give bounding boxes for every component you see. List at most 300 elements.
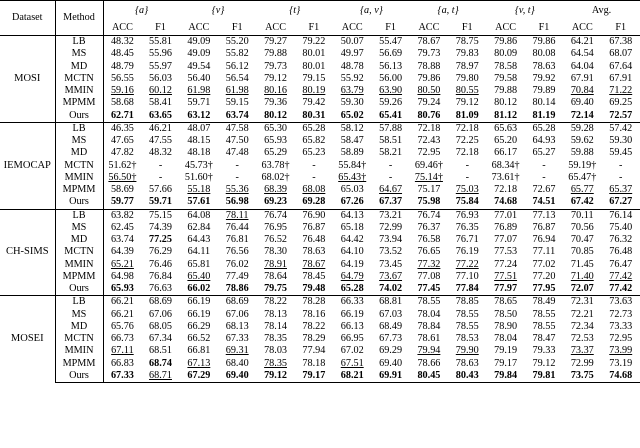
value-cell: 70.47	[570, 234, 594, 246]
value-cell: 66.21	[103, 296, 141, 309]
value-cell: 65.77	[570, 184, 594, 196]
value-cell: 68.07	[609, 48, 633, 60]
method-header: Method	[55, 1, 103, 36]
table-header	[0, 1, 640, 36]
value-cell: 75.15	[141, 209, 179, 222]
value-cell: 76.74	[256, 209, 294, 222]
value-cell: 77.51	[494, 270, 518, 282]
value-cell: 49.97	[340, 48, 364, 60]
value-cell: 76.63	[149, 283, 172, 295]
value-cell: 78.90	[494, 320, 518, 332]
value-cell: 79.83	[455, 48, 479, 60]
value-cell: 80.12	[494, 97, 518, 109]
value-cell: 76.58	[417, 234, 441, 246]
value-cell: 77.42	[609, 283, 633, 295]
value-cell: 79.15	[302, 72, 326, 84]
value-cell: 69.91	[371, 370, 409, 383]
value-cell: 68.51	[149, 345, 172, 357]
value-cell: 62.71	[110, 109, 134, 121]
value-cell: 69.40	[570, 97, 594, 109]
value-cell: 79.86	[417, 72, 441, 84]
dataset-label: MOSI	[0, 36, 55, 123]
value-cell: 77.08	[417, 270, 441, 282]
value-cell: 66.29	[187, 320, 211, 332]
value-cell: 77.42	[609, 270, 633, 282]
value-cell: 58.51	[379, 135, 403, 147]
value-cell: 57.66	[149, 184, 172, 196]
value-cell: 49.09	[187, 36, 211, 48]
dataset-header: Dataset	[0, 1, 55, 36]
value-cell: 55.20	[225, 36, 249, 48]
value-cell: 75.17	[417, 184, 441, 196]
value-cell: 79.89	[532, 85, 556, 97]
value-cell: 65.47†	[568, 171, 597, 183]
value-cell: 65.93	[264, 135, 287, 147]
value-cell: 67.33	[103, 370, 141, 383]
value-cell: 78.04	[494, 333, 518, 345]
value-cell: 72.31	[563, 296, 601, 309]
value-cell: 72.18	[494, 184, 518, 196]
method-label: MCTN	[55, 160, 103, 172]
value-cell: 70.84	[570, 85, 594, 97]
value-cell: 72.57	[609, 109, 633, 121]
table-row	[0, 135, 640, 147]
value-cell: 78.85	[448, 296, 486, 309]
value-cell: 78.84	[417, 320, 441, 332]
value-cell: 72.95	[417, 147, 441, 159]
value-cell: 79.17	[494, 357, 518, 369]
table-row	[0, 358, 640, 370]
value-cell: 69.46†	[414, 159, 443, 171]
value-cell: 75.98	[417, 196, 441, 208]
metric-header: ACC	[180, 21, 218, 36]
value-cell: 78.14	[264, 320, 287, 332]
table-row	[0, 271, 640, 283]
value-cell: 81.09	[455, 109, 479, 121]
value-cell: 80.16	[264, 85, 287, 97]
value-cell: 70.11	[563, 209, 601, 222]
value-cell: 65.02	[340, 109, 364, 121]
metric-header: ACC	[103, 21, 141, 36]
value-cell: 78.63	[532, 60, 556, 72]
value-cell: 76.46	[149, 258, 172, 270]
value-cell: 80.55	[455, 85, 479, 97]
value-cell: 63.78†	[261, 159, 290, 171]
value-cell: 78.97	[455, 60, 479, 72]
value-cell: 58.69	[110, 184, 134, 196]
value-cell: 58.68	[110, 97, 134, 109]
value-cell: 72.18	[448, 122, 486, 135]
value-cell: 59.26	[379, 97, 403, 109]
value-cell: 78.66	[417, 357, 441, 369]
value-cell: 80.19	[302, 85, 326, 97]
value-cell: -	[235, 159, 239, 171]
value-cell: 64.42	[340, 234, 364, 246]
value-cell: 78.16	[302, 308, 326, 320]
dataset-label: MOSEI	[0, 296, 55, 383]
value-cell: 75.03	[455, 184, 479, 196]
value-cell: 73.37	[570, 345, 594, 357]
value-cell: 65.81	[187, 258, 211, 270]
value-cell: 78.58	[494, 60, 518, 72]
value-cell: 64.67	[379, 184, 403, 196]
value-cell: 65.23	[302, 147, 326, 159]
value-cell: 76.48	[609, 246, 633, 258]
value-cell: 66.19	[180, 296, 218, 309]
value-cell: 56.12	[225, 60, 249, 72]
value-cell: 58.41	[149, 97, 172, 109]
value-cell: 47.55	[149, 135, 172, 147]
table-row	[0, 321, 640, 333]
value-cell: 72.67	[532, 184, 556, 196]
value-cell: 56.50†	[108, 171, 137, 183]
value-cell: 72.43	[417, 135, 441, 147]
value-cell: 64.11	[187, 246, 211, 258]
method-label: MS	[55, 48, 103, 60]
value-cell: 74.39	[149, 221, 172, 233]
value-cell: 77.94	[302, 345, 326, 357]
value-cell: 69.40	[218, 370, 256, 383]
value-cell: 66.33	[333, 296, 371, 309]
value-cell: 67.38	[609, 36, 633, 48]
value-cell: 81.19	[532, 109, 556, 121]
value-cell: 77.22	[455, 258, 479, 270]
group-header: {a}	[103, 1, 180, 22]
method-label: MMIN	[55, 345, 103, 357]
value-cell: 56.98	[225, 196, 249, 208]
value-cell: 55.18	[187, 184, 211, 196]
table-row	[0, 370, 640, 383]
value-cell: 79.42	[302, 97, 326, 109]
value-cell: 67.42	[570, 196, 594, 208]
header-group-row	[0, 1, 640, 22]
value-cell: 65.20	[494, 135, 518, 147]
value-cell: 48.07	[180, 122, 218, 135]
value-cell: 79.33	[532, 345, 556, 357]
value-cell: 76.02	[225, 258, 249, 270]
metric-header: ACC	[486, 21, 524, 36]
value-cell: 67.02	[340, 345, 364, 357]
value-cell: 55.92	[340, 72, 364, 84]
method-label: MCTN	[55, 333, 103, 345]
value-cell: 77.95	[532, 283, 556, 295]
value-cell: 66.17	[494, 147, 518, 159]
method-label: Ours	[55, 283, 103, 296]
value-cell: 64.19	[340, 258, 364, 270]
value-cell: 55.81	[149, 36, 172, 48]
method-label: LB	[55, 122, 103, 135]
value-cell: 67.27	[609, 196, 633, 208]
value-cell: 79.27	[264, 36, 287, 48]
value-cell: 76.48	[302, 234, 326, 246]
value-cell: 65.28	[525, 122, 563, 135]
value-cell: 79.73	[264, 60, 287, 72]
value-cell: 78.63	[455, 357, 479, 369]
value-cell: 73.61†	[491, 171, 520, 183]
value-cell: 60.12	[149, 85, 172, 97]
table-row	[0, 73, 640, 85]
value-cell: 67.11	[111, 345, 134, 357]
value-cell: 78.55	[455, 308, 479, 320]
value-cell: 47.50	[225, 135, 249, 147]
value-cell: -	[158, 171, 163, 183]
value-cell: 55.97	[149, 60, 172, 72]
value-cell: 78.35	[264, 357, 287, 369]
value-cell: 75.14†	[414, 171, 443, 183]
value-cell: 81.12	[494, 109, 518, 121]
value-cell: 76.89	[494, 221, 518, 233]
method-label: MCTN	[55, 246, 103, 258]
metric-header: ACC	[333, 21, 371, 36]
value-cell: 76.32	[609, 234, 633, 246]
value-cell: 80.45	[410, 370, 448, 383]
method-label: MCTN	[55, 73, 103, 85]
value-cell: 78.18	[302, 357, 326, 369]
table-row	[0, 110, 640, 123]
value-cell: 69.40	[379, 357, 403, 369]
value-cell: 79.90	[455, 345, 479, 357]
value-cell: 68.71	[141, 370, 179, 383]
value-cell: 76.84	[149, 270, 172, 282]
value-cell: 80.08	[532, 48, 556, 60]
value-cell: 67.73	[379, 333, 403, 345]
value-cell: 67.91	[570, 72, 594, 84]
value-cell: 67.51	[340, 357, 364, 369]
value-cell: 72.18	[410, 122, 448, 135]
value-cell: 77.45	[417, 283, 441, 295]
value-cell: 76.47	[609, 258, 633, 270]
value-cell: 78.86	[225, 283, 249, 295]
value-cell: 65.30	[256, 122, 294, 135]
value-cell: 69.31	[225, 345, 249, 357]
value-cell: 58.21	[379, 147, 403, 159]
value-cell: 69.28	[302, 196, 326, 208]
value-cell: 80.31	[302, 109, 326, 121]
value-cell: 56.03	[149, 72, 172, 84]
value-cell: 76.14	[601, 209, 640, 222]
value-cell: 80.12	[264, 109, 287, 121]
value-cell: 76.52	[264, 234, 287, 246]
value-cell: 77.07	[494, 234, 518, 246]
value-cell: 65.93	[110, 283, 134, 295]
value-cell: -	[158, 159, 163, 171]
value-cell: 65.63	[486, 122, 524, 135]
value-cell: 79.12	[256, 370, 294, 383]
value-cell: 64.98	[110, 270, 134, 282]
value-cell: 66.52	[187, 333, 211, 345]
value-cell: 47.48	[225, 147, 249, 159]
value-cell: 48.32	[149, 147, 172, 159]
value-cell: 57.42	[601, 122, 640, 135]
value-cell: 79.84	[486, 370, 524, 383]
value-cell: 73.75	[563, 370, 601, 383]
value-cell: 63.90	[379, 85, 403, 97]
table-row	[0, 296, 640, 309]
value-cell: 59.45	[609, 147, 633, 159]
value-cell: 66.19	[340, 308, 364, 320]
group-header: {v}	[180, 1, 257, 22]
value-cell: 59.15	[225, 97, 249, 109]
value-cell: 65.40	[187, 270, 211, 282]
value-cell: 78.04	[417, 308, 441, 320]
method-label: MS	[55, 222, 103, 234]
value-cell: 78.67	[302, 258, 326, 270]
value-cell: 66.81	[187, 345, 211, 357]
value-cell: 64.21	[570, 36, 594, 48]
value-cell: 74.51	[532, 196, 556, 208]
value-cell: 66.95	[340, 333, 364, 345]
table-row	[0, 48, 640, 60]
group-header: {a, v}	[333, 1, 410, 22]
method-label: MPMM	[55, 184, 103, 196]
value-cell: 67.03	[379, 308, 403, 320]
value-cell: 77.02	[532, 258, 556, 270]
value-cell: 66.02	[187, 283, 211, 295]
value-cell: 67.34	[149, 333, 172, 345]
value-cell: 69.23	[264, 196, 287, 208]
value-cell: 79.88	[264, 48, 287, 60]
value-cell: 48.18	[187, 147, 211, 159]
value-cell: 80.01	[302, 60, 326, 72]
value-cell: 71.22	[609, 85, 633, 97]
value-cell: 64.04	[570, 60, 594, 72]
value-cell: 49.09	[187, 48, 211, 60]
value-cell: 59.62	[570, 135, 594, 147]
value-cell: 76.44	[225, 221, 249, 233]
value-cell: 73.21	[371, 209, 409, 222]
metric-header: F1	[371, 21, 409, 36]
method-label: Ours	[55, 370, 103, 383]
value-cell: 67.91	[609, 72, 633, 84]
value-cell: 72.99	[570, 357, 594, 369]
value-cell: 65.82	[302, 135, 326, 147]
value-cell: 77.11	[532, 246, 556, 258]
table-row	[0, 85, 640, 97]
value-cell: 76.87	[532, 221, 556, 233]
metric-header: ACC	[256, 21, 294, 36]
metric-header: ACC	[410, 21, 448, 36]
value-cell: 59.19†	[568, 159, 597, 171]
value-cell: 59.71	[187, 97, 211, 109]
value-cell: 67.33	[225, 333, 249, 345]
value-cell: 67.06	[149, 308, 172, 320]
table-row	[0, 147, 640, 159]
value-cell: 66.19	[187, 308, 211, 320]
value-cell: 48.79	[110, 60, 134, 72]
method-label: MMIN	[55, 85, 103, 97]
value-cell: 48.45	[110, 48, 134, 60]
value-cell: 72.25	[455, 135, 479, 147]
value-cell: 57.88	[371, 122, 409, 135]
table-row	[0, 345, 640, 357]
table-row	[0, 333, 640, 345]
value-cell: 66.13	[340, 320, 364, 332]
method-label: MPMM	[55, 271, 103, 283]
method-label: MD	[55, 234, 103, 246]
value-cell: 65.28	[295, 122, 333, 135]
value-cell: 46.21	[141, 122, 179, 135]
value-cell: 77.53	[494, 246, 518, 258]
value-cell: 58.47	[340, 135, 364, 147]
table-row	[0, 222, 640, 234]
value-cell: 48.78	[340, 60, 364, 72]
value-cell: 64.39	[110, 246, 134, 258]
value-cell: 73.45	[379, 258, 403, 270]
value-cell: 69.29	[379, 345, 403, 357]
value-cell: 79.12	[455, 97, 479, 109]
value-cell: 56.13	[379, 60, 403, 72]
value-cell: 79.58	[494, 72, 518, 84]
value-cell: -	[312, 171, 316, 183]
value-cell: 77.20	[532, 270, 556, 282]
value-cell: 59.77	[110, 196, 134, 208]
value-cell: 62.45	[110, 221, 134, 233]
value-cell: 56.40	[187, 72, 211, 84]
value-cell: 45.73†	[184, 159, 213, 171]
value-cell: 80.14	[532, 97, 556, 109]
value-cell: 73.33	[609, 320, 633, 332]
value-cell: 63.82	[103, 209, 141, 222]
metric-header: F1	[218, 21, 256, 36]
value-cell: 72.99	[379, 221, 403, 233]
value-cell: 73.63	[601, 296, 640, 309]
value-cell: 77.25	[149, 234, 172, 246]
value-cell: 78.49	[525, 296, 563, 309]
value-cell: 76.81	[225, 234, 249, 246]
value-cell: 62.84	[187, 221, 211, 233]
value-cell: 79.17	[295, 370, 333, 383]
dataset-label: IEMOCAP	[0, 122, 55, 209]
value-cell: 65.21	[110, 258, 134, 270]
value-cell: 73.19	[609, 357, 633, 369]
value-cell: 78.03	[264, 345, 287, 357]
value-cell: -	[542, 159, 546, 171]
value-cell: 79.73	[417, 48, 441, 60]
value-cell: 56.54	[225, 72, 249, 84]
method-label: Ours	[55, 110, 103, 123]
value-cell: 67.64	[609, 60, 633, 72]
value-cell: 79.86	[532, 36, 556, 48]
value-cell: 77.97	[494, 283, 518, 295]
value-cell: -	[235, 171, 239, 183]
table-row	[0, 36, 640, 49]
value-cell: 65.76	[110, 320, 134, 332]
value-cell: 78.88	[417, 60, 441, 72]
value-cell: 72.21	[570, 308, 594, 320]
value-cell: 73.99	[609, 345, 633, 357]
table-row	[0, 160, 640, 172]
value-cell: 64.54	[570, 48, 594, 60]
value-cell: 72.73	[609, 308, 633, 320]
value-cell: 77.01	[486, 209, 524, 222]
value-cell: 74.02	[379, 283, 403, 295]
value-cell: 78.11	[218, 209, 256, 222]
value-cell: 78.55	[532, 308, 556, 320]
value-cell: 59.71	[149, 196, 172, 208]
value-cell: 80.50	[417, 85, 441, 97]
value-cell: 65.03	[340, 184, 364, 196]
table-row	[0, 172, 640, 184]
value-cell: 65.27	[532, 147, 556, 159]
method-label: MD	[55, 147, 103, 159]
value-cell: 78.28	[295, 296, 333, 309]
table-row	[0, 196, 640, 209]
value-cell: 55.36	[225, 184, 249, 196]
value-cell: 79.48	[302, 283, 326, 295]
table-row	[0, 61, 640, 73]
value-cell: 58.12	[333, 122, 371, 135]
value-cell: 51.60†	[184, 171, 213, 183]
